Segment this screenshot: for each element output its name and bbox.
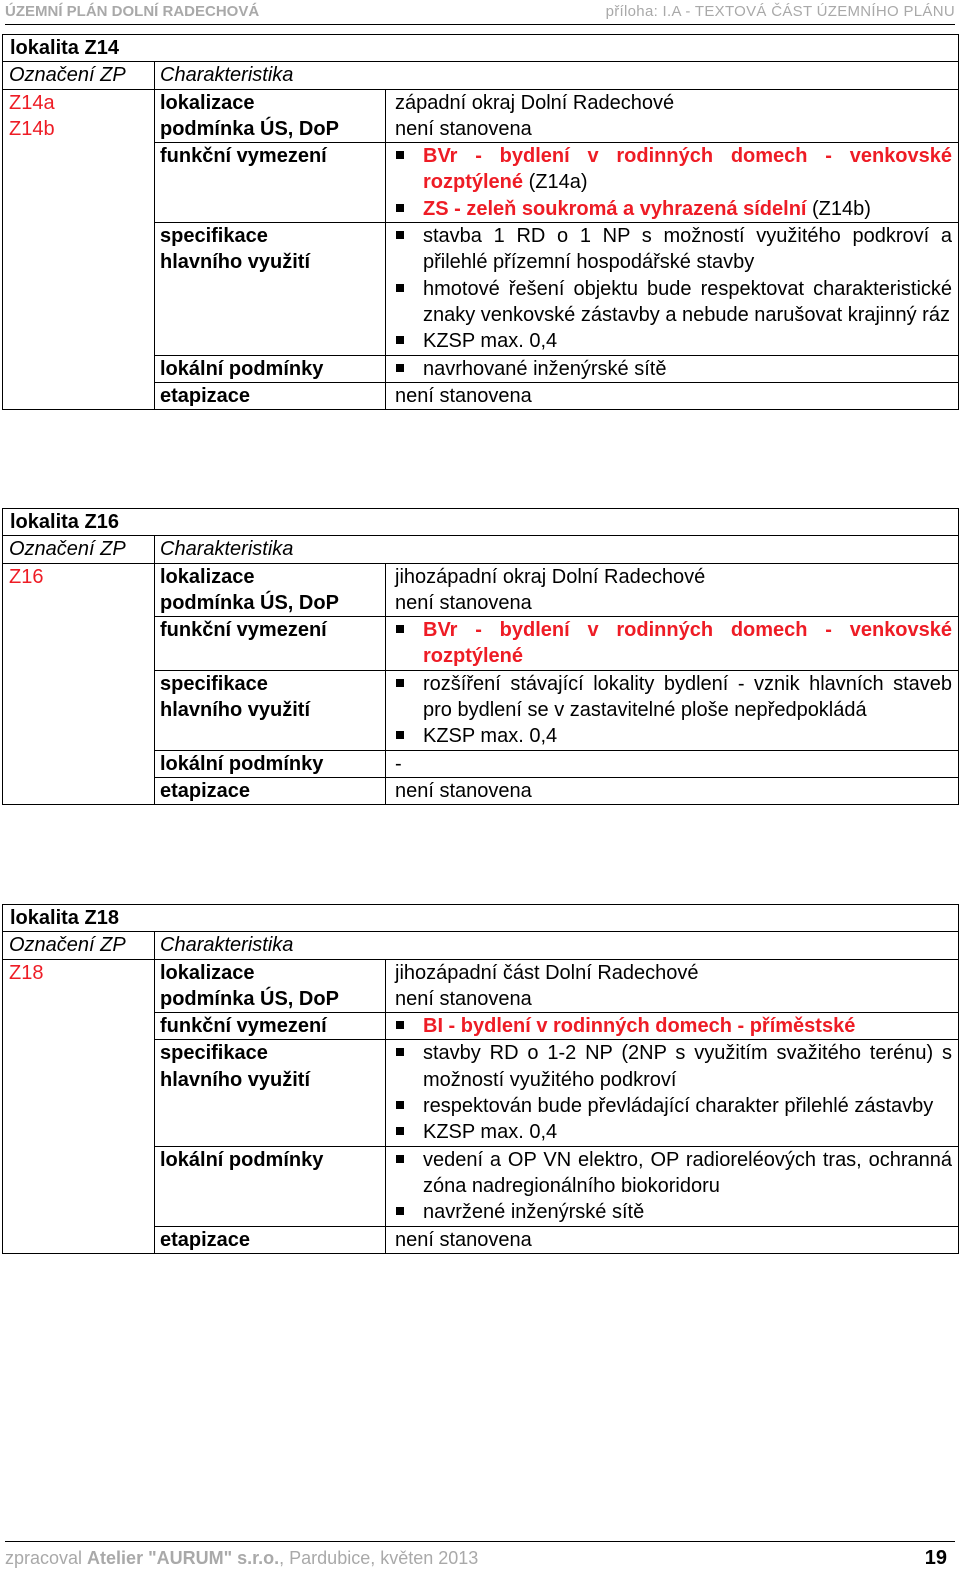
- list-item: stavby RD o 1-2 NP (2NP s využitím svažitého terénu) s možností využitého podkroví: [390, 1040, 952, 1093]
- col-oznaceni: Označení ZP: [3, 536, 155, 563]
- value-etapizace: není stanovena: [386, 1226, 959, 1253]
- col-oznaceni: Označení ZP: [3, 932, 155, 959]
- col-charakteristika: Charakteristika: [155, 932, 959, 959]
- label-lokalizace: lokalizace: [155, 959, 386, 986]
- value-specifikace: [386, 670, 959, 750]
- list-item: hmotové řešení objektu bude respektovat charakteristické znaky venkovské zástavby a nebude narušovat krajinný ráz: [390, 276, 952, 329]
- value-podminka: není stanovena: [386, 986, 959, 1013]
- page-header: [5, 0, 955, 25]
- list-item: BVr - bydlení v rodinných domech - venkovské rozptýlené: [390, 617, 952, 670]
- value-podminka: není stanovena: [386, 116, 959, 143]
- list-item: rozšíření stávající lokality bydlení - vznik hlavních staveb pro bydlení se v zastavitelné ploše nepředpokládá: [390, 671, 952, 724]
- label-podminka: podmínka ÚS, DoP: [155, 590, 386, 617]
- col-oznaceni: Označení ZP: [3, 62, 155, 89]
- label-lokalni: lokální podmínky: [155, 355, 386, 382]
- label-lokalni: lokální podmínky: [155, 1146, 386, 1226]
- label-lokalizace: lokalizace: [155, 89, 386, 116]
- value-funkcni: [386, 1013, 959, 1040]
- header-attachment: příloha: I.A - TEXTOVÁ ČÁST ÚZEMNÍHO PLÁNU: [605, 3, 955, 20]
- list-item: navrhované inženýrské sítě: [390, 356, 952, 382]
- col-charakteristika: Charakteristika: [155, 62, 959, 89]
- label-funkcni: funkční vymezení: [155, 617, 386, 671]
- label-funkcni: funkční vymezení: [155, 1013, 386, 1040]
- label-specifikace: specifikace hlavního využití: [155, 670, 386, 750]
- header-title: ÚZEMNÍ PLÁN DOLNÍ RADECHOVÁ: [5, 3, 260, 20]
- lokalita-title: lokalita Z16: [3, 509, 959, 536]
- value-specifikace: [386, 1040, 959, 1146]
- lokalita-title: lokalita Z18: [3, 905, 959, 932]
- label-podminka: podmínka ÚS, DoP: [155, 986, 386, 1013]
- value-lokalizace: jihozápadní okraj Dolní Radechové: [386, 563, 959, 590]
- value-etapizace: není stanovena: [386, 382, 959, 409]
- value-lokalizace: západní okraj Dolní Radechové: [386, 89, 959, 116]
- value-podminka: není stanovena: [386, 590, 959, 617]
- zp-code-b: Z14b: [9, 117, 55, 140]
- label-lokalizace: lokalizace: [155, 563, 386, 590]
- label-etapizace: etapizace: [155, 1226, 386, 1253]
- page-footer: [5, 1541, 955, 1572]
- zp-code-a: Z14a: [9, 91, 55, 114]
- zp-code: Z18: [3, 959, 155, 1253]
- label-specifikace: specifikace hlavního využití: [155, 1040, 386, 1146]
- list-item: ZS - zeleň soukromá a vyhrazená sídelní (Z14b): [390, 196, 952, 222]
- col-charakteristika: Charakteristika: [155, 536, 959, 563]
- value-specifikace: [386, 223, 959, 355]
- label-lokalni: lokální podmínky: [155, 750, 386, 777]
- value-lokalni: [386, 1146, 959, 1226]
- value-etapizace: není stanovena: [386, 777, 959, 804]
- label-podminka: podmínka ÚS, DoP: [155, 116, 386, 143]
- list-item: vedení a OP VN elektro, OP radioreléových tras, ochranná zóna nadregionálního biokoridoru: [390, 1147, 952, 1200]
- footer-author: zpracoval Atelier "AURUM" s.r.o., Pardubice, květen 2013: [5, 1548, 479, 1568]
- list-item: stavba 1 RD o 1 NP s možností využitého podkroví a přilehlé přízemní hospodářské stavby: [390, 223, 952, 276]
- zp-code: Z16: [3, 563, 155, 805]
- list-item: BI - bydlení v rodinných domech - příměstské: [390, 1013, 952, 1039]
- table-lokalita-z16: [2, 508, 959, 805]
- label-specifikace: specifikace hlavního využití: [155, 223, 386, 355]
- list-item: KZSP max. 0,4: [390, 1119, 952, 1145]
- value-funkcni: [386, 617, 959, 671]
- table-lokalita-z14: [2, 34, 959, 410]
- value-lokalizace: jihozápadní část Dolní Radechové: [386, 959, 959, 986]
- label-funkcni: funkční vymezení: [155, 143, 386, 223]
- list-item: respektován bude převládající charakter přilehlé zástavby: [390, 1093, 952, 1119]
- zp-code: [3, 89, 155, 410]
- lokalita-title: lokalita Z14: [3, 35, 959, 62]
- label-etapizace: etapizace: [155, 777, 386, 804]
- list-item: KZSP max. 0,4: [390, 328, 952, 354]
- label-etapizace: etapizace: [155, 382, 386, 409]
- table-lokalita-z18: [2, 904, 959, 1254]
- value-funkcni: [386, 143, 959, 223]
- value-lokalni: [386, 355, 959, 382]
- list-item: KZSP max. 0,4: [390, 723, 952, 749]
- list-item: navržené inženýrské sítě: [390, 1199, 952, 1225]
- list-item: BVr - bydlení v rodinných domech - venkovské rozptýlené (Z14a): [390, 143, 952, 196]
- page-number: 19: [924, 1547, 947, 1569]
- value-lokalni: -: [386, 750, 959, 777]
